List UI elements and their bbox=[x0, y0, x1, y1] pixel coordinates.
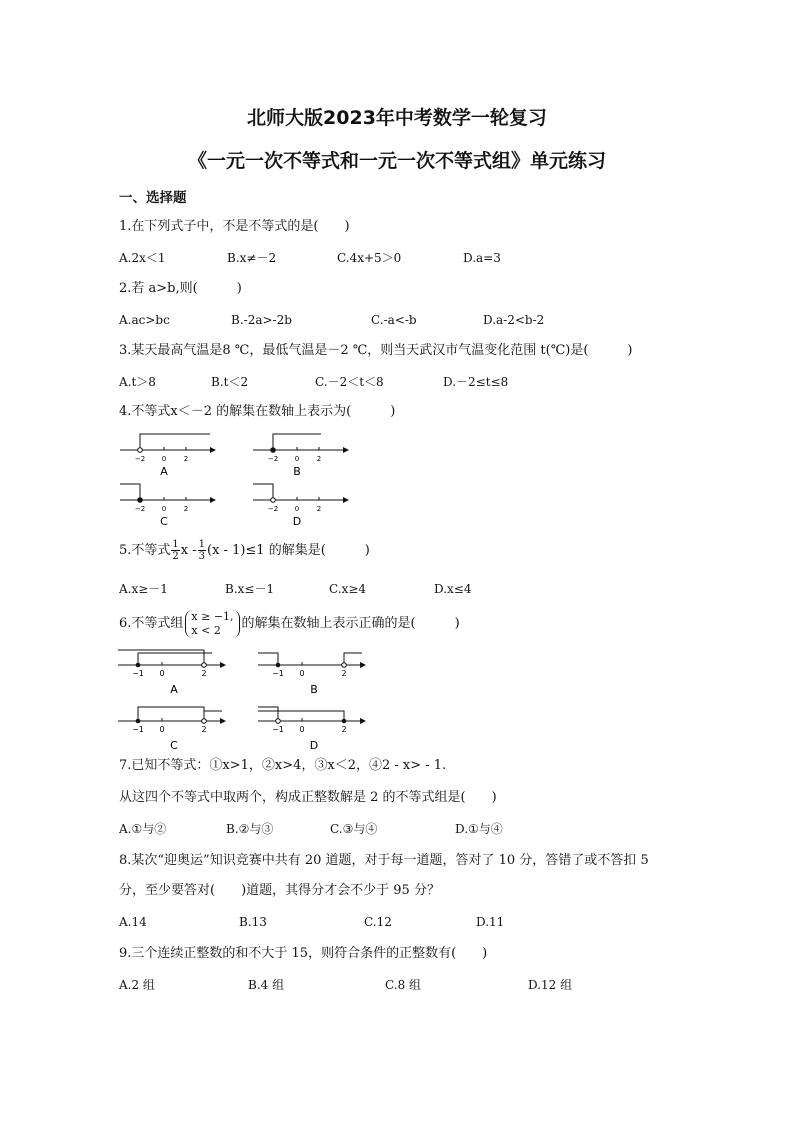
q4-d-tick-1: −2 bbox=[267, 505, 279, 513]
q5-fraction-2: $\frac{1}{3}$ bbox=[198, 539, 206, 562]
q6-graph-c bbox=[118, 707, 226, 752]
q6-b-tick-1: −1 bbox=[272, 669, 284, 678]
q2-option-a: A.ac>bc bbox=[119, 313, 170, 327]
q8-option-c: C.12 bbox=[364, 915, 392, 929]
q7-option-b: B.②与③ bbox=[226, 822, 274, 836]
q5-option-d: D.x≤4 bbox=[434, 582, 472, 596]
q2-option-c: C.-a<-b bbox=[371, 313, 417, 327]
q9-option-d: D.12 组 bbox=[528, 978, 573, 992]
q4-a-tick-2: 0 bbox=[161, 455, 167, 463]
q4-label-c: C bbox=[160, 515, 168, 528]
q6-b-tick-2: 0 bbox=[299, 669, 305, 678]
q6-a-tick-3: 2 bbox=[201, 669, 207, 678]
q1-option-c: C.4x+5＞0 bbox=[337, 251, 402, 265]
q4-graph-d bbox=[253, 484, 349, 528]
q5-option-b: B.x≤－1 bbox=[225, 582, 275, 596]
question-9-stem: 9.三个连续正整数的和不大于 15，则符合条件的正整数有( ) bbox=[119, 946, 488, 961]
q4-label-d: D bbox=[292, 515, 302, 528]
q4-d-tick-2: 0 bbox=[294, 505, 300, 513]
q4-a-tick-1: −2 bbox=[134, 455, 146, 463]
q4-d-tick-3: 2 bbox=[316, 505, 322, 513]
q5-option-a: A.x≥－1 bbox=[119, 582, 168, 596]
q6-c-tick-2: 0 bbox=[159, 725, 165, 734]
q6-label-d: D bbox=[309, 739, 319, 752]
q3-option-c: C.－2＜t＜8 bbox=[315, 375, 384, 389]
question-8-stem: 8.某次“迎奥运”知识竞赛中共有 20 道题，对于每一道题，答对了 10 分，答错了或不答扣 5 bbox=[119, 853, 649, 868]
q6-graph-b bbox=[258, 653, 366, 696]
q3-option-a: A.t＞8 bbox=[119, 375, 156, 389]
q6-label-b: B bbox=[310, 683, 318, 696]
q6-label-a: A bbox=[170, 683, 178, 696]
q7-option-a: A.①与② bbox=[119, 822, 167, 836]
question-8-stem-2: 分，至少要答对( )道题，其得分才会不少于 95 分？ bbox=[119, 883, 440, 898]
q4-c-tick-3: 2 bbox=[183, 505, 189, 513]
section-heading: 一、选择题 bbox=[119, 190, 187, 206]
q9-option-b: B.4 组 bbox=[248, 978, 285, 992]
q6-d-tick-1: −1 bbox=[272, 725, 284, 734]
question-3-stem: 3.某天最高气温是8 ℃，最低气温是－2 ℃，则当天武汉市气温变化范围 t(℃)是( ) bbox=[119, 343, 633, 358]
q6-a-tick-1: −1 bbox=[132, 669, 144, 678]
title-line-1: 北师大版2023年中考数学一轮复习 bbox=[247, 107, 547, 129]
q3-option-b: B.t＜2 bbox=[211, 375, 249, 389]
q4-b-tick-1: −2 bbox=[267, 455, 279, 463]
question-6-stem: 6.不等式组 x ≥ −1, x < 2 的解集在数轴上表示正确的是( ) bbox=[119, 609, 460, 637]
q6-inequality-system: x ≥ −1, x < 2 bbox=[185, 610, 239, 638]
q5-option-c: C.x≥4 bbox=[329, 582, 367, 596]
q6-graph-a bbox=[118, 650, 226, 696]
q4-a-tick-3: 2 bbox=[183, 455, 189, 463]
title-line-2: 《一元一次不等式和一元一次不等式组》单元练习 bbox=[187, 150, 606, 172]
q6-label-c: C bbox=[170, 739, 178, 752]
q8-option-d: D.11 bbox=[476, 915, 505, 929]
question-1-stem: 1.在下列式子中，不是不等式的是( ) bbox=[119, 219, 350, 234]
question-7-stem-2: 从这四个不等式中取两个，构成正整数解是 2 的不等式组是( ) bbox=[119, 790, 497, 805]
q4-b-tick-2: 0 bbox=[294, 455, 300, 463]
q1-option-b: B.x≠－2 bbox=[227, 251, 277, 265]
q7-option-d: D.①与④ bbox=[455, 822, 503, 836]
q4-c-tick-1: −2 bbox=[134, 505, 146, 513]
q9-option-c: C.8 组 bbox=[385, 978, 422, 992]
q1-option-d: D.a=3 bbox=[463, 251, 501, 265]
question-4-stem: 4.不等式x＜－2 的解集在数轴上表示为( ) bbox=[119, 404, 396, 419]
question-5-stem: 5.不等式 $\frac{1}{2}$ x - $\frac{1}{3}$ (x - 1)≤1 的解集是( ) bbox=[119, 539, 370, 562]
q6-a-tick-2: 0 bbox=[159, 669, 165, 678]
question-2-stem: 2.若 a>b,则( ) bbox=[119, 281, 242, 296]
q4-c-tick-2: 0 bbox=[161, 505, 167, 513]
q8-option-a: A.14 bbox=[119, 915, 147, 929]
q4-label-a: A bbox=[160, 465, 168, 478]
q6-b-tick-3: 2 bbox=[341, 669, 347, 678]
q4-graph-a bbox=[120, 434, 216, 478]
q2-option-d: D.a-2<b-2 bbox=[483, 313, 545, 327]
q6-d-tick-3: 2 bbox=[341, 725, 347, 734]
q4-b-tick-3: 2 bbox=[316, 455, 322, 463]
q4-label-b: B bbox=[293, 465, 301, 478]
q6-d-tick-2: 0 bbox=[299, 725, 305, 734]
q4-graph-c bbox=[120, 484, 216, 528]
question-7-stem: 7.已知不等式：①x>1，②x>4，③x＜2，④2 - x> - 1. bbox=[119, 758, 447, 773]
q7-option-c: C.③与④ bbox=[330, 822, 378, 836]
q3-option-d: D.－2≤t≤8 bbox=[443, 375, 509, 389]
q8-option-b: B.13 bbox=[239, 915, 267, 929]
q6-c-tick-1: −1 bbox=[132, 725, 144, 734]
q5-fraction-1: $\frac{1}{2}$ bbox=[172, 539, 179, 562]
q2-option-b: B.-2a>-2b bbox=[231, 313, 292, 327]
q9-option-a: A.2 组 bbox=[119, 978, 155, 992]
q6-c-tick-3: 2 bbox=[201, 725, 207, 734]
q1-option-a: A.2x＜1 bbox=[119, 251, 166, 265]
q6-graph-d bbox=[258, 707, 366, 752]
q4-number-line-figures bbox=[112, 428, 412, 532]
q6-number-line-figures bbox=[112, 645, 382, 755]
q4-graph-b bbox=[253, 434, 349, 478]
